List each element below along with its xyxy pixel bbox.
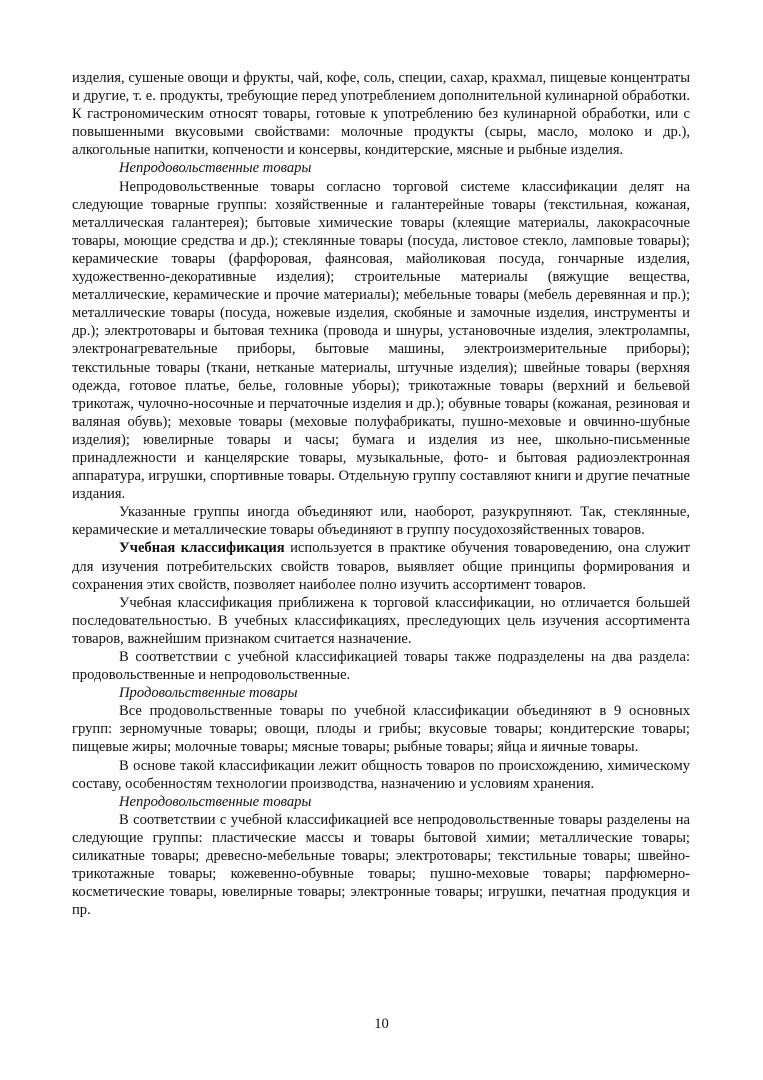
subheading-nonfood-educational: Непродовольственные товары [119, 793, 312, 810]
paragraph-groups-merge: Указанные группы иногда объединяют или, наоборот, разукрупняют. Так, стеклянные, керамические и металлические товары объединяют в группу посудохозяйственных товаров. [72, 504, 690, 539]
page-body [72, 69, 690, 919]
paragraph-food-groups: Все продовольственные товары по учебной классификации объединяют в 9 основных групп: зерномучные товары; овощи, плоды и грибы; вкусовые товары; кондитерские товары; пищевые жиры; молочные товары; мясные товары; рыбные товары; яйца и яичные товары. [72, 703, 690, 756]
paragraph-nonfood-groups: Непродовольственные товары согласно торговой системе классификации делят на следующие товарные группы: хозяйственные и галантерейные товары (текстильная, кожаная, металлическая галантерея); бытовые химические товары (клеящие материалы, лакокрасочные товары, моющие средства и др.); стеклянные товары (посуда, листовое стекло, ламповые товары); керамические товары (фарфоровая, фаянсовая, майоликовая посуда, гончарные изделия, художественно-декоративные изделия); строительные материалы (вяжущие вещества, металлические, керамические и прочие материалы); мебельные товары (мебель деревянная и пр.); металлические товары (посуда, ножевые изделия, скобяные и замочные изделия, инструменты и др.); электротовары и бытовая техника (провода и шнуры, установочные изделия, электролампы, электронагревательные приборы, бытовые машины, электроизмерительные приборы); текстильные товары (ткани, нетканые материалы, штучные изделия); швейные товары (верхняя одежда, готовое платье, белье, головные уборы); трикотажные товары (верхний и бельевой трикотаж, чулочно-носочные и перчаточные изделия и др.); обувные товары (кожаная, резиновая и валяная обувь); меховые товары (меховые полуфабрикаты, пушно-меховые и овчинно-шубные изделия); ювелирные товары и часы; бумага и изделия из нее, школьно-письменные принадлежности и канцелярские товары, музыкальные, фото- и бытовая радиоэлектронная аппаратура, игрушки, спортивные товары. Отдельную группу составляют книги и другие печатные издания. [72, 178, 690, 503]
bold-term: Учебная классификация [119, 540, 285, 557]
paragraph-classification-basis: В основе такой классификации лежит общность товаров по происхождению, химическому составу, особенностям технологии производства, назначению и условиям хранения. [72, 757, 690, 792]
paragraph-continuation: изделия, сушеные овощи и фрукты, чай, кофе, соль, специи, сахар, крахмал, пищевые концентраты и другие, т. е. продукты, требующие перед употреблением дополнительной кулинарной обработки. К гастрономическим относят товары, готовые к употреблению без кулинарной обработки, или с повышенными вкусовыми свойствами: молочные продукты (сыры, масло, молоко и др.), алкогольные напитки, копчености и консервы, кондитерские, мясные и рыбные изделия. [72, 70, 690, 159]
paragraph-two-sections: В соответствии с учебной классификацией товары также подразделены на два раздела: продовольственные и непродовольственные. [72, 649, 690, 684]
paragraph-educational-classification-text: используется в практике обучения товароведению, она служит для изучения потребительских свойств товаров, выявляет общие принципы формирования и сохранения этих свойств, позволяет наиболее полно изучить ассортимент товаров. [72, 540, 690, 593]
subheading-nonfood-trade: Непродовольственные товары [119, 160, 312, 177]
page-number: 10 [374, 1016, 389, 1032]
subheading-food: Продовольственные товары [119, 685, 298, 702]
paragraph-educational-vs-trade: Учебная классификация приближена к торговой классификации, но отличается большей последовательностью. В учебных классификациях, преследующих цель изучения ассортимента товаров, важнейшим признаком считается назначение. [72, 594, 690, 647]
paragraph-nonfood-educational-groups: В соответствии с учебной классификацией все непродовольственные товары разделены на следующие группы: пластические массы и товары бытовой химии; металлические товары; силикатные товары; древесно-мебельные товары; электротовары; текстильные товары; швейно-трикотажные товары; кожевенно-обувные товары; пушно-меховые товары; парфюмерно-косметические товары, ювелирные товары; электронные товары; игрушки, печатная продукция и пр. [72, 811, 690, 919]
paragraph-educational-classification [72, 539, 690, 593]
